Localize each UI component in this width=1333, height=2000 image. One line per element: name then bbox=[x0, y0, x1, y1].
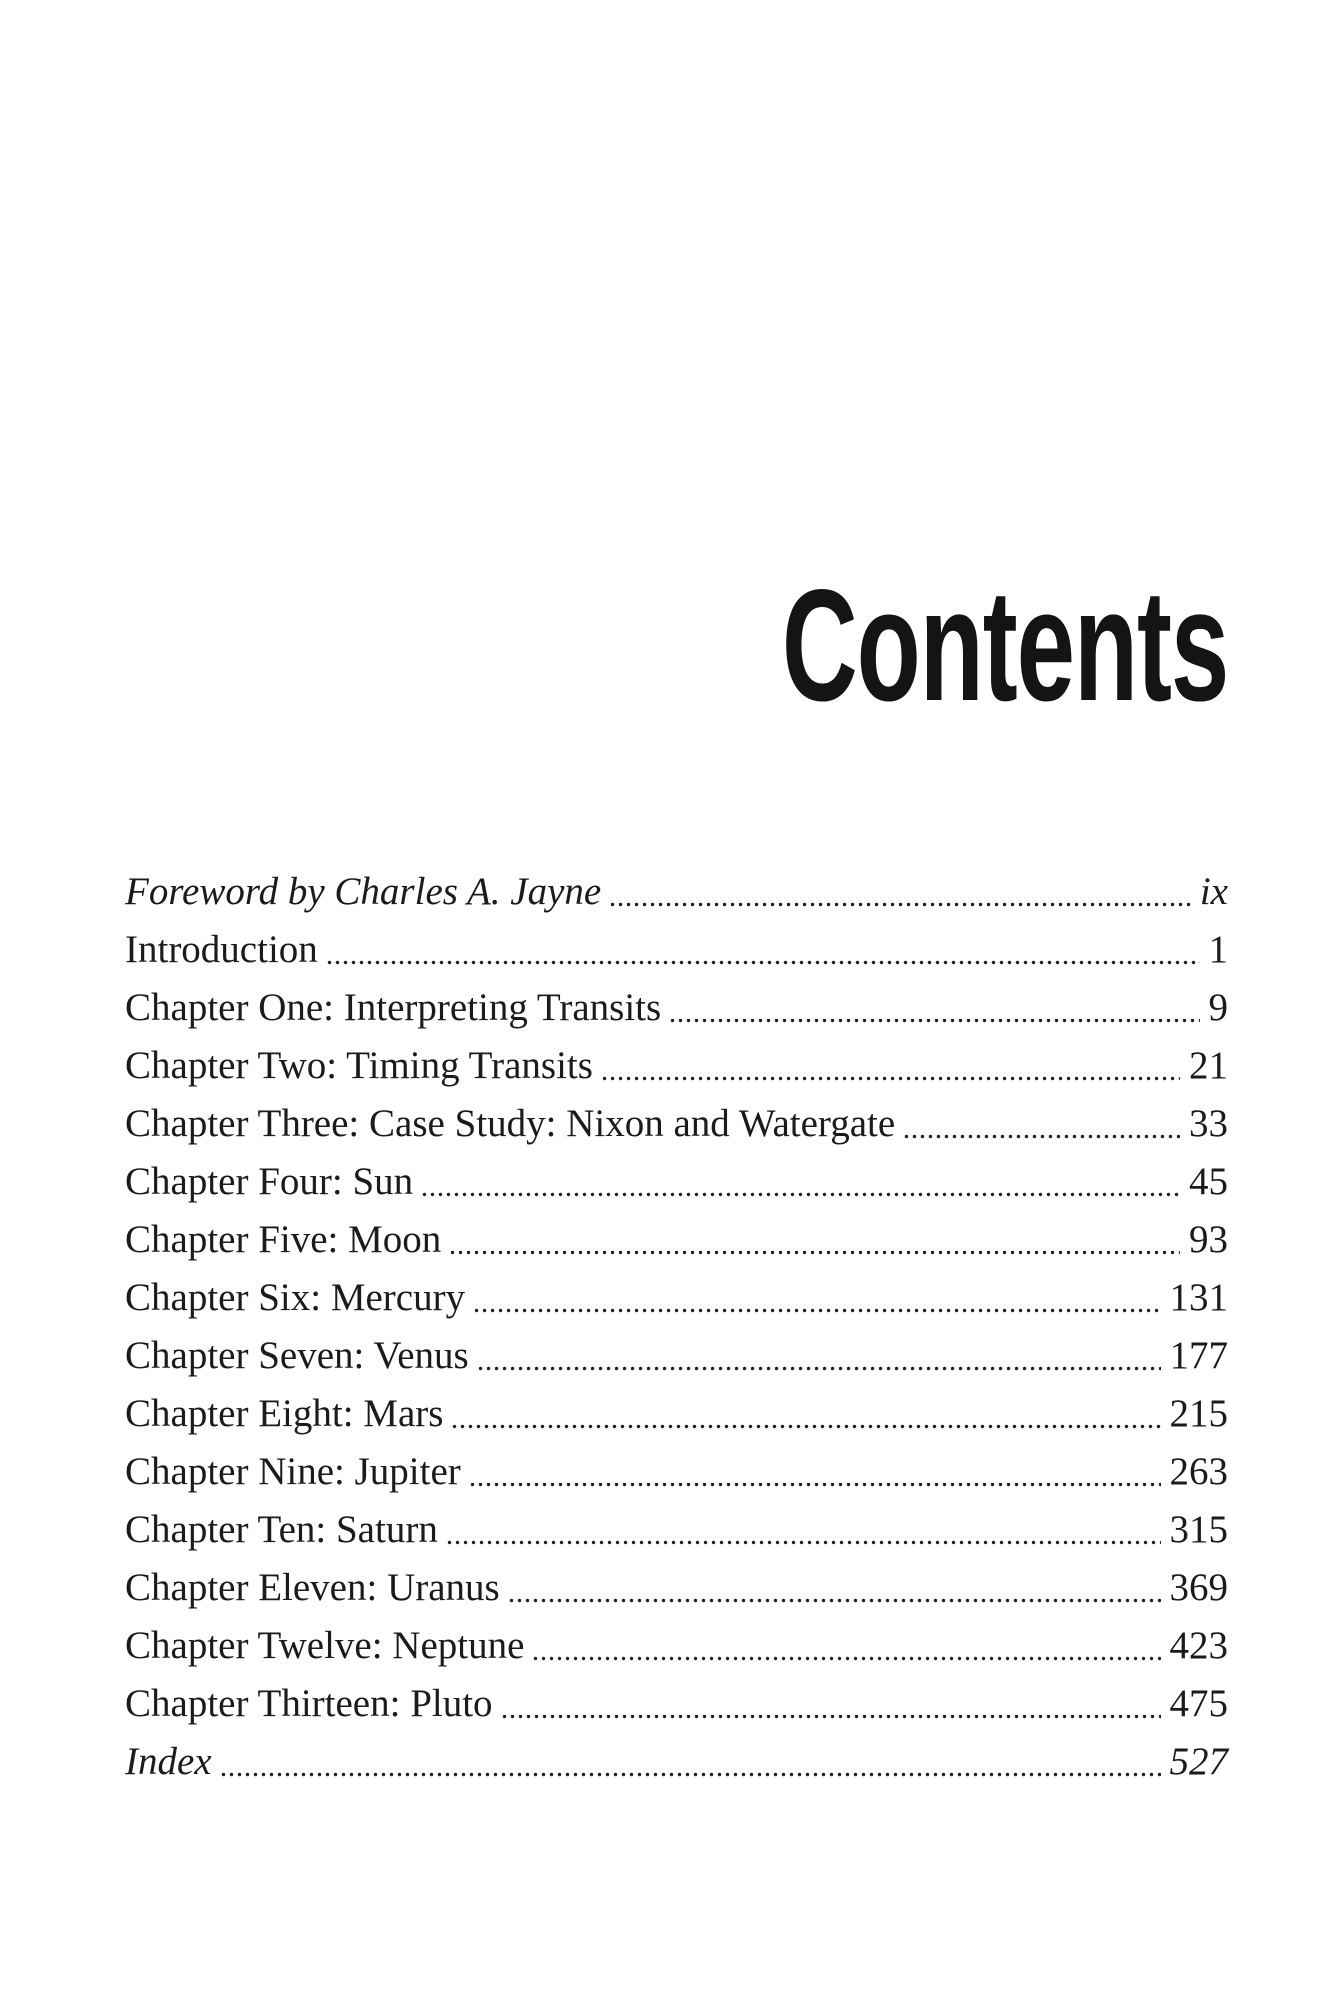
dot-leader bbox=[502, 1714, 1161, 1719]
dot-leader bbox=[610, 902, 1191, 907]
entry-label: Chapter Six: Mercury bbox=[125, 1276, 466, 1319]
entry-label: Chapter One: Interpreting Transits bbox=[125, 986, 662, 1029]
entry-label: Chapter Eleven: Uranus bbox=[125, 1566, 500, 1609]
entry-page-number: 177 bbox=[1169, 1334, 1228, 1377]
entry-label: Chapter Five: Moon bbox=[125, 1218, 442, 1261]
entry-page-number: 33 bbox=[1189, 1102, 1228, 1145]
dot-leader bbox=[904, 1134, 1180, 1139]
entry-page-number: 423 bbox=[1169, 1624, 1228, 1667]
entry-page-number: 315 bbox=[1169, 1508, 1228, 1551]
dot-leader bbox=[450, 1250, 1180, 1255]
toc-entry bbox=[125, 921, 1228, 979]
toc-entry bbox=[125, 1675, 1228, 1733]
dot-leader bbox=[422, 1192, 1180, 1197]
entry-page-number: 21 bbox=[1189, 1044, 1228, 1087]
entry-label: Index bbox=[125, 1740, 212, 1783]
page-title: Contents bbox=[781, 556, 1228, 734]
toc-entry bbox=[125, 1095, 1228, 1153]
entry-page-number: 263 bbox=[1169, 1450, 1228, 1493]
entry-label: Foreword by Charles A. Jayne bbox=[125, 870, 602, 913]
entry-label: Chapter Nine: Jupiter bbox=[125, 1450, 461, 1493]
entry-page-number: 93 bbox=[1189, 1218, 1228, 1261]
entry-label: Chapter Seven: Venus bbox=[125, 1334, 469, 1377]
entry-page-number: 369 bbox=[1169, 1566, 1228, 1609]
entry-page-number: 475 bbox=[1169, 1682, 1228, 1725]
dot-leader bbox=[447, 1540, 1161, 1545]
toc-entry bbox=[125, 1559, 1228, 1617]
entry-label: Introduction bbox=[125, 928, 318, 971]
entry-label: Chapter Three: Case Study: Nixon and Watergate bbox=[125, 1102, 896, 1145]
dot-leader bbox=[533, 1656, 1160, 1661]
entry-label: Chapter Thirteen: Pluto bbox=[125, 1682, 493, 1725]
dot-leader bbox=[602, 1076, 1180, 1081]
dot-leader bbox=[670, 1018, 1199, 1023]
toc-entry bbox=[125, 1211, 1228, 1269]
entry-label: Chapter Ten: Saturn bbox=[125, 1508, 438, 1551]
toc-list bbox=[125, 863, 1228, 1791]
dot-leader bbox=[470, 1482, 1161, 1487]
entry-page-number: 45 bbox=[1189, 1160, 1228, 1203]
toc-entry bbox=[125, 1733, 1228, 1791]
dot-leader bbox=[327, 960, 1200, 965]
toc-entry bbox=[125, 1037, 1228, 1095]
entry-page-number: 215 bbox=[1169, 1392, 1228, 1435]
toc-entry bbox=[125, 1327, 1228, 1385]
dot-leader bbox=[509, 1598, 1161, 1603]
dot-leader bbox=[221, 1772, 1161, 1777]
dot-leader bbox=[474, 1308, 1160, 1313]
toc-entry bbox=[125, 1269, 1228, 1327]
toc-entry bbox=[125, 1617, 1228, 1675]
entry-page-number: 9 bbox=[1208, 986, 1228, 1029]
entry-label: Chapter Four: Sun bbox=[125, 1160, 414, 1203]
toc-entry bbox=[125, 979, 1228, 1037]
dot-leader bbox=[452, 1424, 1160, 1429]
entry-label: Chapter Two: Timing Transits bbox=[125, 1044, 593, 1087]
toc-entry bbox=[125, 1443, 1228, 1501]
entry-page-number: ix bbox=[1199, 870, 1228, 913]
entry-page-number: 527 bbox=[1169, 1740, 1228, 1783]
entry-label: Chapter Eight: Mars bbox=[125, 1392, 444, 1435]
dot-leader bbox=[478, 1366, 1161, 1371]
entry-label: Chapter Twelve: Neptune bbox=[125, 1624, 525, 1667]
entry-page-number: 1 bbox=[1208, 928, 1228, 971]
toc-entry bbox=[125, 863, 1228, 921]
toc-entry bbox=[125, 1385, 1228, 1443]
toc-entry bbox=[125, 1153, 1228, 1211]
toc-entry bbox=[125, 1501, 1228, 1559]
entry-page-number: 131 bbox=[1169, 1276, 1228, 1319]
